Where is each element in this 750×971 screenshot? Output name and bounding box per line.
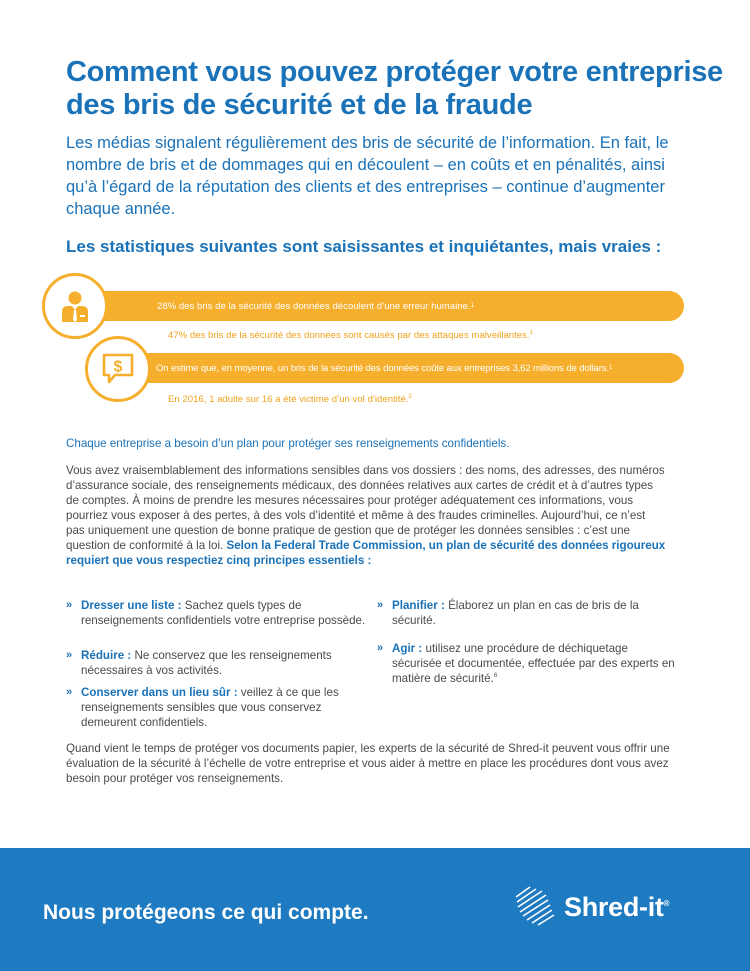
registered-mark: ® [663,898,670,908]
principles-right-column [377,598,677,693]
shred-it-logo-icon [514,885,558,929]
principles-left-column [66,598,366,737]
stat-bar-breach-cost: On estime que, en moyenne, un bris de la sécurité des données coûte aux entreprises 3,62 millions de dollars. 1 [86,353,684,383]
businessperson-icon [58,289,92,323]
footnote-marker: 1 [529,329,533,336]
body-paragraph [66,463,666,568]
principle-term: Dresser une liste : [81,599,182,612]
stat-identity-theft [168,394,412,405]
list-item [66,648,366,678]
principle-desc: Élaborez un plan en cas de bris de la sécurité. [392,599,639,627]
body-emphasis: Selon la Federal Trade Commission, un plan de sécurité des données rigoureux requiert que vous respectiez cinq principes essentiels : [66,539,666,567]
stat-bar-human-error: 28% des bris de la sécurité des données découlent d’une erreur humaine. 1 [86,291,684,321]
svg-text:$: $ [113,358,123,376]
body-text: Vous avez vraisemblablement des informations sensibles dans vos dossiers : des noms, des adresses, des numéros d’assurance sociale, des renseignements médicaux, des données relatives aux cartes de crédit et à d’autres types de comptes. À moins de prendre les mesures nécessaires pour protéger adéquatement ces informations, vous pourriez vous exposer à des pertes, à des vols d’identité et même à des fraudes criminelles. Aujourd’hui, ce n’est pas uniquement une question de bonne pratique de gestion que de protéger les données sensibles : c’est une question de conformité à la loi. [66,464,665,552]
page-title: Comment vous pouvez protéger votre entreprise des bris de sécurité et de la fraude [66,56,723,121]
stat-text: 28% des bris de la sécurité des données découlent d’une erreur humaine. [157,300,471,312]
stat-icon-circle-person [42,273,108,339]
footer-tagline: Nous protégeons ce qui compte. [43,901,369,924]
list-bullet-icon: » [66,599,73,611]
logo-wordmark [564,892,669,923]
list-bullet-icon: » [66,649,73,661]
principle-desc: Ne conservez que les renseignements nécessaires à vos activités. [81,649,332,677]
footer-banner [0,848,750,971]
list-item [377,598,677,634]
principle-term: Réduire : [81,649,132,662]
principle-term: Planifier : [392,599,445,612]
footnote-marker: 6 [493,673,498,680]
principle-desc: Sachez quels types de renseignements confidentiels votre entreprise possède. [81,599,366,627]
closing-paragraph: Quand vient le temps de protéger vos documents papier, les experts de la sécurité de Shred-it peuvent vous offrir une évaluation de la sécurité à l’échelle de votre entreprise et vous aider à mettre en place les procédures dont vous avez besoin pour protéger vos renseignements. [66,742,670,785]
shred-it-logo[interactable] [514,879,714,935]
stat-text: On estime que, en moyenne, un bris de la sécurité des données coûte aux entreprises 3,62 millions de dollars. [156,362,609,374]
principle-term: Agir : [392,642,423,655]
stats-heading: Les statistiques suivantes sont saisissantes et inquiétantes, mais vraies : [66,237,662,256]
lead-sentence: Chaque entreprise a besoin d’un plan pour protéger ses renseignements confidentiels. [66,437,510,450]
intro-paragraph: Les médias signalent régulièrement des bris de sécurité de l’information. En fait, le nombre de bris et de dommages qui en découlent – en coûts et en pénalités, ainsi qu’à l’égard de la réputation des clients et des entreprises – continue d’augmenter chaque année. [66,134,669,218]
stat-text: 47% des bris de la sécurité des données sont causés par des attaques malveillantes. [168,330,530,341]
list-item [377,641,677,686]
principle-term: Conserver dans un lieu sûr : [81,686,238,699]
principle-desc: veillez à ce que les renseignements sensibles que vous conservez demeurent confidentiels. [81,686,339,729]
dollar-chat-icon [100,351,136,387]
list-bullet-icon: » [377,599,384,611]
list-bullet-icon: » [66,686,73,698]
footnote-marker: 2 [408,393,412,400]
stat-text: En 2016, 1 adulte sur 16 a été victime d’un vol d’identité. [168,394,409,405]
stat-icon-circle-money [85,336,151,402]
logo-text: Shred-it [564,891,664,922]
list-item [66,685,366,730]
principle-desc: utilisez une procédure de déchiquetage sécurisée et documentée, effectuée par des experts en matière de sécurité. [392,642,675,685]
stat-malicious-attacks [168,330,533,341]
list-item [66,598,366,641]
list-bullet-icon: » [377,642,384,654]
